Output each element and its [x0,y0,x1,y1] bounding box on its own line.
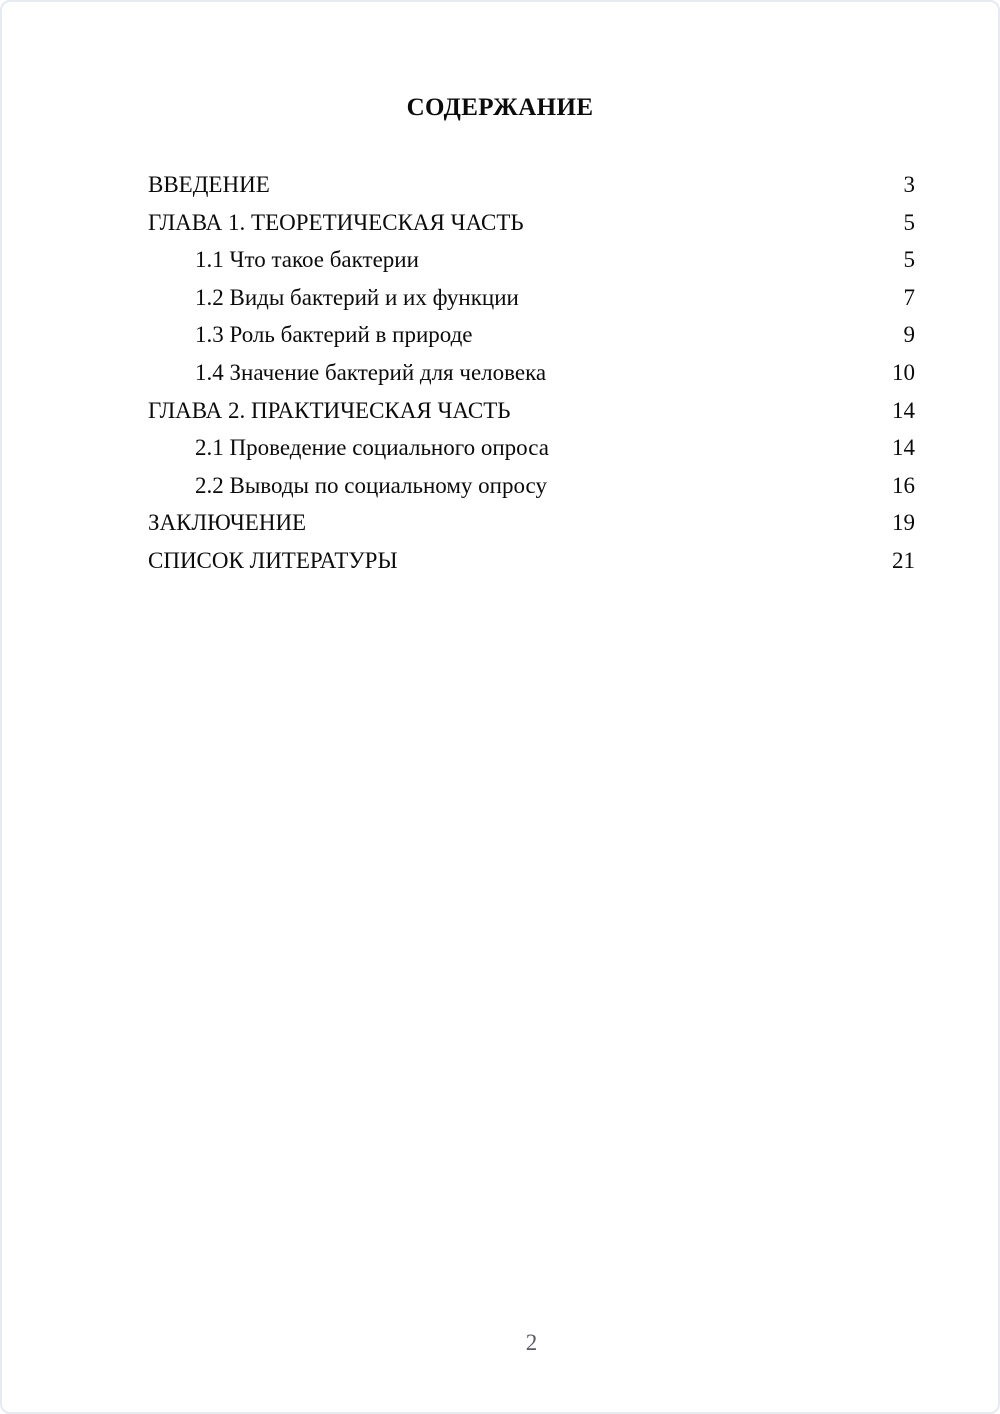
toc-entry-label: ВВЕДЕНИЕ [148,172,270,197]
toc-entry-label: 2.2 Выводы по социальному опросу [195,472,547,498]
toc-entry-label: СПИСОК ЛИТЕРАТУРЫ [148,547,398,573]
toc-entry-page-number: 21 [892,547,915,573]
toc-entry [148,542,915,580]
toc-entry [148,504,915,542]
toc-entry [148,279,915,317]
toc-entry-label: ГЛАВА 2. ПРАКТИЧЕСКАЯ ЧАСТЬ [148,397,511,423]
toc-entry-page-number: 3 [903,172,915,197]
footer-page-number: 2 [525,1330,538,1355]
toc-entry-page-number: 14 [892,435,915,461]
toc-entry-page-number: 7 [903,284,915,310]
toc-entry-page-number: 10 [892,359,915,385]
toc-entry-page-number: 14 [892,397,915,423]
toc-list [148,166,915,580]
toc-entry [148,241,915,279]
toc-entry-page-number: 9 [903,322,915,348]
toc-entry-label: 1.1 Что такое бактерии [195,247,419,273]
toc-entry [148,467,915,505]
toc-entry [148,204,915,242]
toc-entry [148,316,915,354]
toc-entry-label: 1.2 Виды бактерий и их функции [195,284,519,310]
toc-entry [148,166,915,204]
toc-entry-page-number: 16 [892,472,915,498]
toc-entry-label: ГЛАВА 1. ТЕОРЕТИЧЕСКАЯ ЧАСТЬ [148,209,524,235]
page-title: СОДЕРЖАНИЕ [406,94,594,121]
toc-entry [148,392,915,430]
toc-entry-label: 2.1 Проведение социального опроса [195,435,549,461]
toc-entry-page-number: 19 [892,510,915,536]
toc-entry [148,429,915,467]
toc-entry-label: ЗАКЛЮЧЕНИЕ [148,510,307,536]
toc-entry-page-number: 5 [903,209,915,235]
toc-entry [148,354,915,392]
toc-entry-label: 1.4 Значение бактерий для человека [195,359,547,385]
toc-entry-page-number: 5 [903,247,915,273]
toc-entry-label: 1.3 Роль бактерий в природе [195,322,473,348]
